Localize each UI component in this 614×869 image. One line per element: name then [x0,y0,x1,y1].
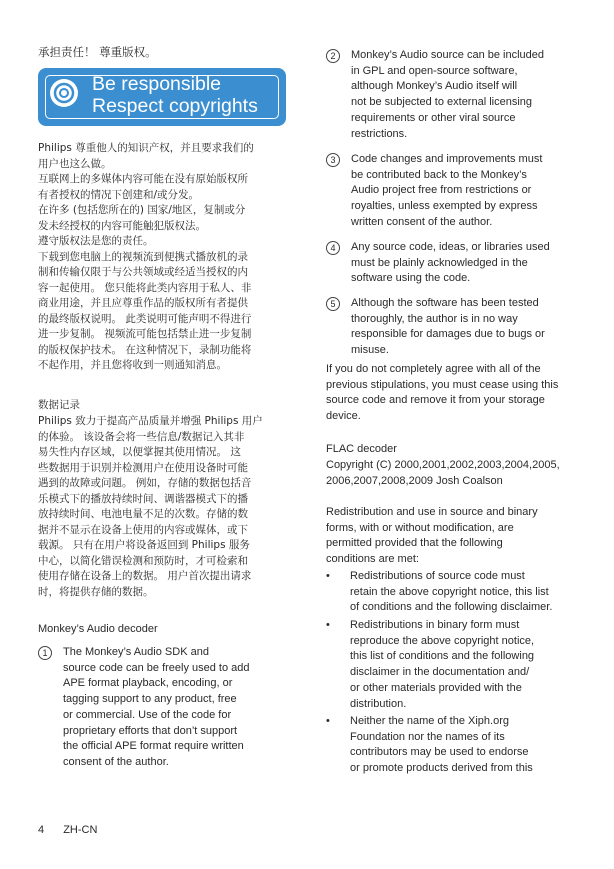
monkey-item-4-text: Any source code, ideas, or libraries used must be plainly acknowledged in the software using the code. [351,241,550,285]
number-circle: 2 [326,49,340,63]
bullet: • [326,570,330,582]
monkey-item-5-text: Although the software has been tested thoroughly, the author is in no way responsible for damages due to bugs or misuse. [351,297,545,357]
bullet: • [326,715,330,727]
copyright-intro: Philips 尊重他人的知识产权，并且要求我们的 用户也这么做。 互联网上的多媒体内容可能在没有原始版权所 有者授权的情况下创建和/或分发。 在许多 (包括您所在的) 国家/地区，复制或分 发未经授权的内容可能触犯版权法。 遵守版权法是您的责任。 下载到您电脑上的视频流到便携式播放机的录 制和传输仅限于与公共领域或经适当授权的内 容一起使用。 您只能将此类内容用于私人、非 商业用途，并且应尊重作品的版权所有者提供 的最终版权说明。 此类说明可能声明不得进行 进一步复制。 视频流可能包括禁止进一步复制 的版权保护技术。 在这种情况下，录制功能将 不起作用，并且您将收到一则通知消息。 [38,142,254,371]
bullet-text: Neither the name of the Xiph.org Foundation nor the names of its contributors may be used to endorse or promote products derived from this [350,715,533,775]
monkey-item-1-text: The Monkey’s Audio SDK and source code can be freely used to add APE format playback, encoding, or tagging support to any product, free or commercial. Use of the code for proprietary efforts that don’t support the official APE format require written consent of the author. [63,646,250,768]
data-logging-title: 数据记录 [38,399,80,411]
copyright-banner [38,68,286,126]
monkey-audio-title: Monkey’s Audio decoder [38,623,158,635]
number-circle: 1 [38,646,52,660]
number-circle: 5 [326,297,340,311]
banner-line-2: Respect copyrights [92,95,258,117]
banner-text [92,73,258,117]
language-code: ZH-CN [63,824,98,836]
flac-title: FLAC decoder [326,443,397,455]
page-number: 4 [38,824,45,836]
redistribution-text: Redistribution and use in source and binary forms, with or without modification, are permitted provided that the following conditions are met: [326,506,538,566]
copyright-heading: 承担责任！ 尊重版权。 [38,45,157,59]
agree-notice: If you do not completely agree with all of the previous stipulations, you must cease using this source code and remove it from your storage device. [326,363,559,423]
power-icon [50,79,78,107]
bullet: • [326,619,330,631]
monkey-item-3-text: Code changes and improvements must be contributed back to the Monkey’s Audio project free from restrictions or royalties, unless exempted by express written consent of the author. [351,153,543,228]
number-circle: 3 [326,153,340,167]
page-footer [38,824,113,836]
monkey-item-2-text: Monkey’s Audio source can be included in GPL and open-source software, although Monkey’s Audio itself will not be subjected to external licensing requirements or other viral source restrictions. [351,49,545,140]
bullet-text: Redistributions of source code must retain the above copyright notice, this list of conditions and the following disclaimer. [350,570,553,614]
bullet-text: Redistributions in binary form must reproduce the above copyright notice, this list of conditions and the following disclaimer in the documentation and/ or other materials provided with the distribution. [350,619,535,710]
flac-copyright: Copyright (C) 2000,2001,2002,2003,2004,2005, 2006,2007,2008,2009 Josh Coalson [326,459,560,487]
number-circle: 4 [326,241,340,255]
banner-line-1: Be responsible [92,73,221,95]
data-logging-body: Philips 致力于提高产品质量并增强 Philips 用户 的体验。 该设备会将一些信息/数据记入其非 易失性内存区域，以便掌握其使用情况。 这 些数据用于识别并检测用户在使用设备时可能 遇到的故障或问题。 例如，存储的数据包括音 乐模式下的播放持续时间、调谐器模式下的播 放持续时间、电池电量不足的次数。存储的数 据并不显示在设备上使用的内容或媒体，或下 载源。 只有在用户将设备返回到 Philips 服务 中心，以简化错误检测和预防时，才可检索和 使用存储在设备上的数据。 用户首次提出请求 时，将提供存储的数据。 [38,415,263,598]
